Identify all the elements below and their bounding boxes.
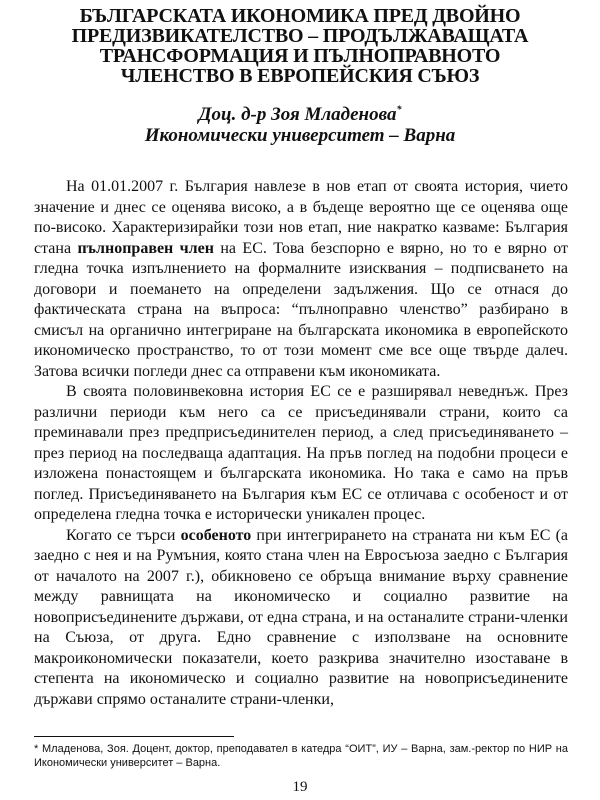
title-line-3: ТРАНСФОРМАЦИЯ И ПЪЛНОПРАВНОТО bbox=[99, 45, 501, 67]
body-text bbox=[34, 177, 568, 710]
paper-title bbox=[40, 6, 560, 86]
title-line-1: БЪЛГАРСКАТА ИКОНОМИКА ПРЕД ДВОЙНО bbox=[79, 5, 521, 27]
author-name-line bbox=[0, 104, 600, 125]
paragraph-1-text-a: На 01.01.2007 г. България навлезе в нов етап от своята история, чието значение и днес се оценява високо, а в бъдеще вероятно ще се оценява още по-високо. Характеризирайки този нов етап, ние накратко казваме: България стана bbox=[34, 178, 568, 257]
paragraph-2: В своята половинвековна история ЕС се е разширявал неведнъж. През различни периоди към него са се присъединявали страни, които са преминавали през предприсъединителен период, а след присъединяването – през период на последваща адаптация. На пръв поглед на подобни процеси е изложена понастоящем и българската икономика. Но така е само на пръв поглед. Присъединяването на България към ЕС се отличава с особеност и от определена гледна точка е исторически уникален процес. bbox=[34, 383, 568, 523]
paragraph-3-text-b: при интегрирането на страната ни към ЕС (а заедно с нея и на Румъния, която стана член на Евросъюза заедно с България от началото на 2007 г.), обикновено се обръща внимание върху сравнение между равнищата на икономическо и социално развитие на новоприсъединените държави, от една страна, и на останалите страни-членки на Съюза, от друга. Едно сравнение с използване на основните макроикономически показатели, което разкрива значително изоставане в степента на икономическо и социално развитие на новоприсъединените държави спрямо останалите страни-членки, bbox=[34, 526, 569, 708]
page-number: 19 bbox=[292, 779, 308, 795]
author-name: Доц. д-р Зоя Младенова bbox=[198, 104, 397, 125]
paragraph-1 bbox=[34, 177, 568, 382]
paragraph-3 bbox=[34, 526, 568, 711]
author-footnote-mark: * bbox=[396, 104, 402, 116]
paragraph-1-text-b: на ЕС. Това безспорно е вярно, но то е вярно от гледна точка изпълнението на формалните изисквания – подписването на договори и поемането на определени задължения. Що се отнася до фактическата страна на въпроса: “пълноправно членство” разбирано в смисъл на органично интегриране на българската икономика в европейското икономическо пространство, то от този момент сме все още твърде далеч. Затова всички погледи днес са отправени към икономиката. bbox=[34, 239, 568, 380]
footnote: * Младенова, Зоя. Доцент, доктор, преподавател в катедра “ОИТ”, ИУ – Варна, зам.-ректор по НИР на Икономически университет – Варна. bbox=[34, 743, 568, 769]
paragraph-3-bold: особеното bbox=[180, 526, 252, 544]
title-line-4: ЧЛЕНСТВО В ЕВРОПЕЙСКИЯ СЪЮЗ bbox=[120, 65, 480, 87]
author-affiliation: Икономически университет – Варна bbox=[144, 125, 456, 146]
author-block bbox=[0, 104, 600, 146]
title-line-2: ПРЕДИЗВИКАТЕЛСТВО – ПРОДЪЛЖАВАЩАТА bbox=[71, 25, 529, 47]
paragraph-1-bold: пълноправен член bbox=[77, 239, 214, 257]
paragraph-3-text-a: Когато се търси bbox=[66, 526, 181, 544]
footnote-divider bbox=[34, 736, 234, 737]
